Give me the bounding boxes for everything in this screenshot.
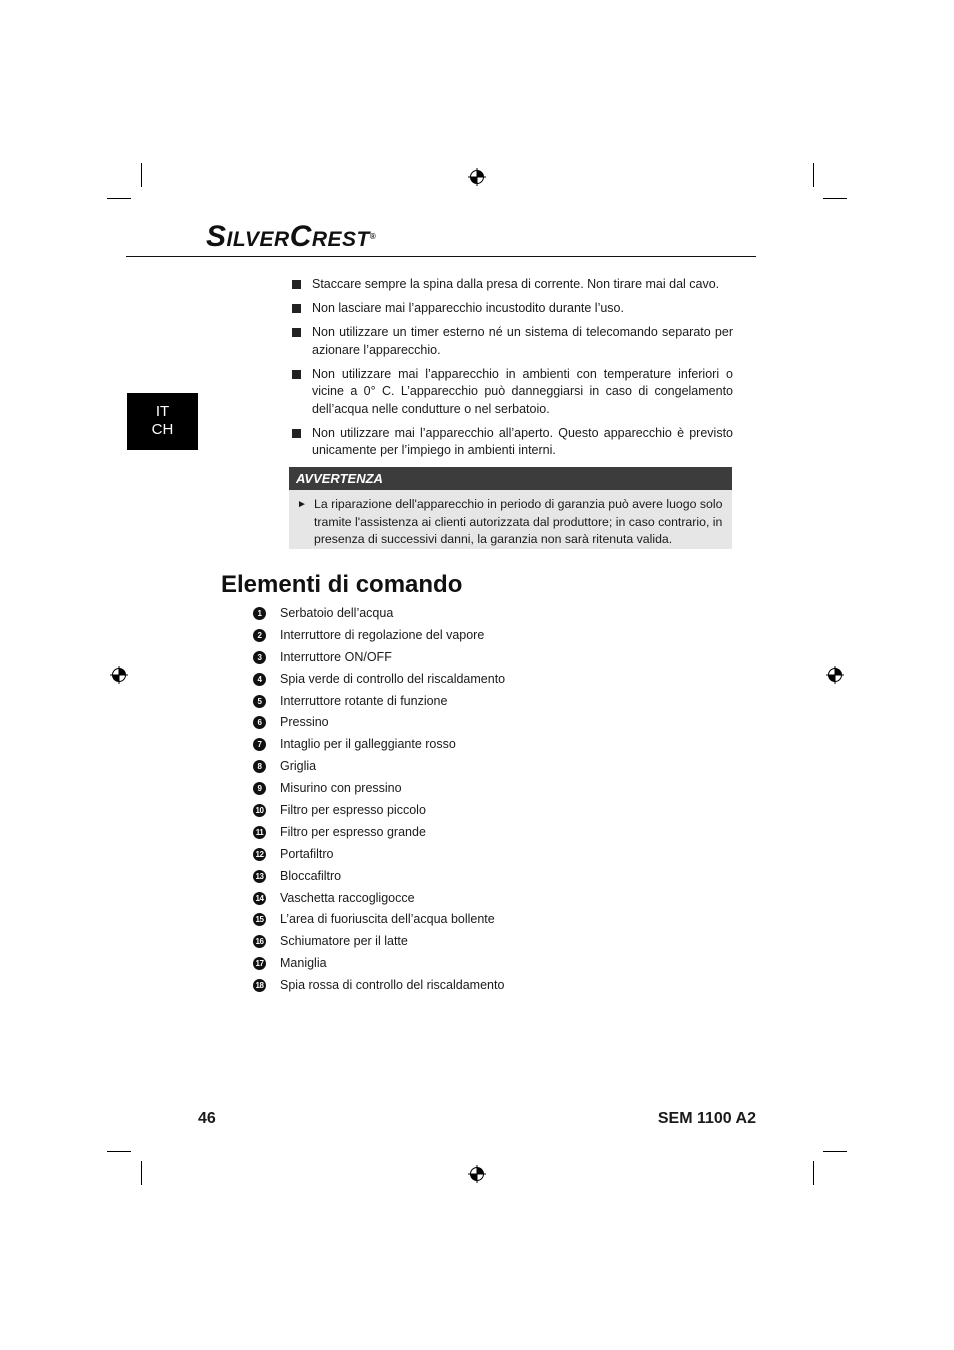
registration-mark-icon [110, 666, 128, 684]
list-item: 7 Intaglio per il galleggiante rosso [253, 735, 733, 757]
number-badge-icon: 3 [253, 651, 266, 664]
list-item: Non utilizzare mai l’apparecchio in ambienti con temperature inferiori o vicine a 0° C. L’apparecchio può danneggiarsi in caso di congelamento dell’acqua nelle condutture o nel serbatoio. [292, 366, 733, 419]
list-item: 9 Misurino con pressino [253, 779, 733, 801]
list-item: Non utilizzare mai l’apparecchio all’aperto. Questo apparecchio è previsto unicamente per l’impiego in ambienti interni. [292, 425, 733, 460]
list-item: 17 Maniglia [253, 954, 733, 976]
list-item: 18 Spia rossa di controllo del riscaldamento [253, 976, 733, 998]
list-item: 13 Bloccafiltro [253, 867, 733, 889]
list-item: 1 Serbatoio dell’acqua [253, 604, 733, 626]
number-badge-icon: 13 [253, 870, 266, 883]
number-badge-icon: 18 [253, 979, 266, 992]
list-item: 8 Griglia [253, 757, 733, 779]
crop-mark [107, 1151, 131, 1152]
list-item: Non utilizzare un timer esterno né un sistema di telecomando separato per azionare l’apparecchio. [292, 324, 733, 359]
crop-mark [823, 198, 847, 199]
number-badge-icon: 11 [253, 826, 266, 839]
number-badge-icon: 5 [253, 695, 266, 708]
number-badge-icon: 12 [253, 848, 266, 861]
page-number: 46 [198, 1110, 216, 1127]
square-bullet-icon [292, 370, 301, 379]
list-item: 11 Filtro per espresso grande [253, 823, 733, 845]
list-item: 3 Interruttore ON/OFF [253, 648, 733, 670]
square-bullet-icon [292, 328, 301, 337]
safety-bullet-list [292, 276, 733, 466]
square-bullet-icon [292, 280, 301, 289]
number-badge-icon: 16 [253, 935, 266, 948]
crop-mark [813, 163, 814, 187]
list-item: 14 Vaschetta raccogligocce [253, 889, 733, 911]
parts-list [253, 604, 733, 998]
crop-mark [107, 198, 131, 199]
crop-mark [141, 1161, 142, 1185]
warning-body [289, 490, 732, 549]
list-item: 16 Schiumatore per il latte [253, 932, 733, 954]
language-tab [127, 393, 198, 450]
number-badge-icon: 10 [253, 804, 266, 817]
list-item: 5 Interruttore rotante di funzione [253, 692, 733, 714]
number-badge-icon: 4 [253, 673, 266, 686]
list-item: 2 Interruttore di regolazione del vapore [253, 626, 733, 648]
registration-mark-icon [468, 1165, 486, 1183]
square-bullet-icon [292, 429, 301, 438]
section-title: Elementi di comando [221, 571, 463, 598]
warning-title: AVVERTENZA [289, 467, 732, 490]
brand-logo: SILVERCREST® [206, 220, 377, 253]
list-item: 15 L’area di fuoriuscita dell’acqua bollente [253, 910, 733, 932]
language-code-it: IT [155, 403, 170, 420]
crop-mark [141, 163, 142, 187]
arrow-right-icon: ► [297, 499, 307, 510]
crop-mark [813, 1161, 814, 1185]
model-number: SEM 1100 A2 [657, 1110, 756, 1127]
language-code-ch: CH [151, 421, 174, 438]
number-badge-icon: 15 [253, 913, 266, 926]
number-badge-icon: 2 [253, 629, 266, 642]
number-badge-icon: 17 [253, 957, 266, 970]
list-item: Staccare sempre la spina dalla presa di corrente. Non tirare mai dal cavo. [292, 276, 733, 294]
list-item: 6 Pressino [253, 713, 733, 735]
registration-mark-icon [468, 168, 486, 186]
header-rule [126, 256, 756, 257]
warning-text: La riparazione dell'apparecchio in periodo di garanzia può avere luogo solo tramite l'assistenza ai clienti autorizzata dal produttore; in caso contrario, in presenza di successivi danni, la garanzia non sarà ritenuta valida. [314, 497, 723, 546]
number-badge-icon: 1 [253, 607, 266, 620]
number-badge-icon: 14 [253, 892, 266, 905]
number-badge-icon: 9 [253, 782, 266, 795]
list-item: 10 Filtro per espresso piccolo [253, 801, 733, 823]
list-item: 12 Portafiltro [253, 845, 733, 867]
square-bullet-icon [292, 304, 301, 313]
registration-mark-icon [826, 666, 844, 684]
number-badge-icon: 7 [253, 738, 266, 751]
crop-mark [823, 1151, 847, 1152]
number-badge-icon: 6 [253, 716, 266, 729]
list-item: 4 Spia verde di controllo del riscaldamento [253, 670, 733, 692]
number-badge-icon: 8 [253, 760, 266, 773]
list-item: Non lasciare mai l’apparecchio incustodito durante l’uso. [292, 300, 733, 318]
